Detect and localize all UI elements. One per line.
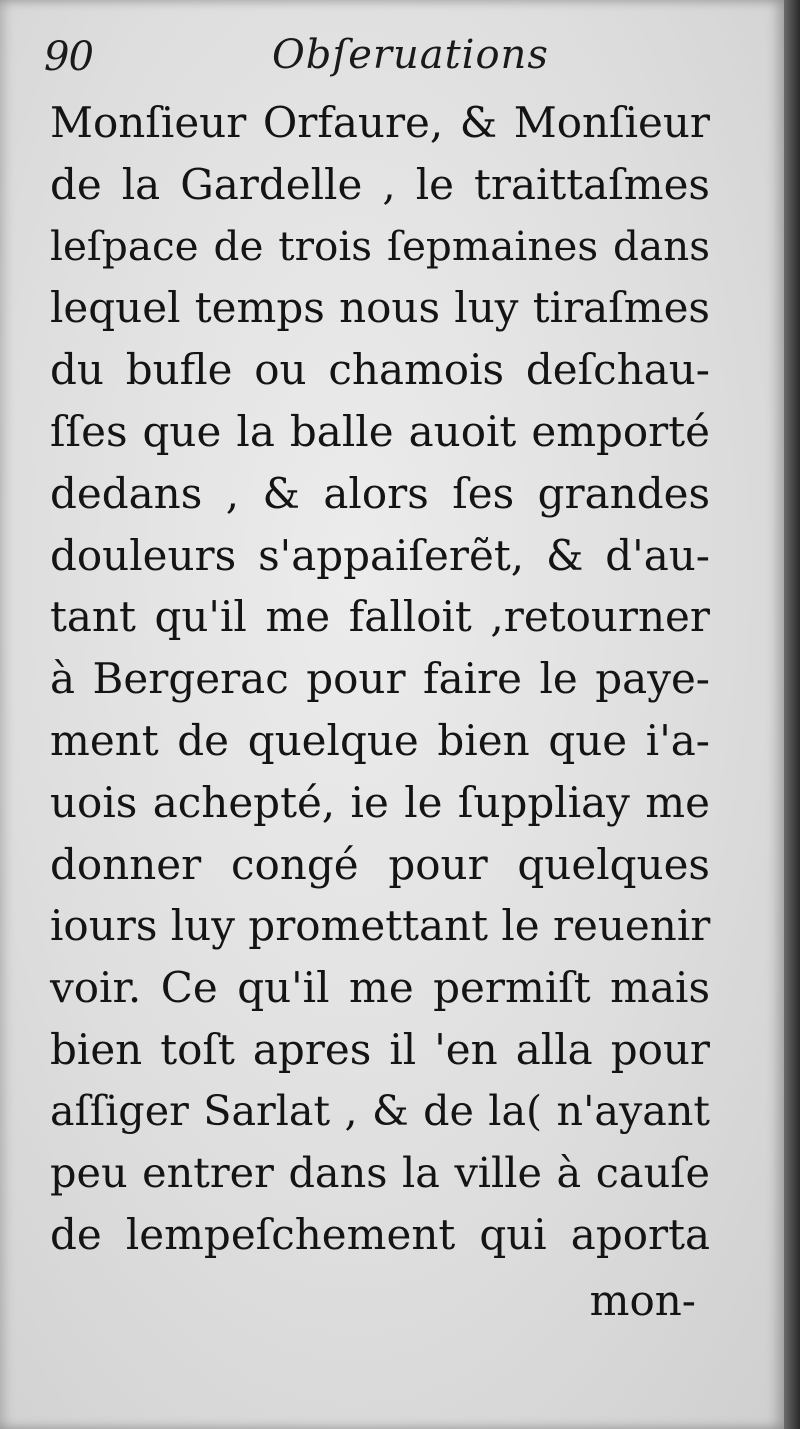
text-line: à Bergerac pour faire le paye- [50,654,710,704]
text-line: du bufle ou chamois deſchau- [50,345,710,395]
page-number: 90 [44,34,93,80]
text-line: iours luy promettant le reuenir [50,901,711,951]
running-head: Obſeruations [272,32,549,78]
text-line: Monſieur Orfaure, & Monſieur [50,98,710,147]
body-text [50,92,710,1266]
text-line: bien toſt apres il 'en alla pour [50,1024,710,1074]
page-gutter [784,0,800,1429]
text-line: uois achepté, ie le ſuppliay me [50,777,710,827]
text-line: leſpace de trois ſepmaines dans [50,221,710,270]
text-line: aſſiger Sarlat , & de la( n'ayant [50,1086,710,1135]
text-line: ſſes que la balle auoit emporté [50,406,710,456]
catchword: mon- [589,1276,696,1325]
text-line: douleurs s'appaiſerẽt, & d'au- [50,530,710,580]
text-line: ment de quelque bien que i'a- [50,715,710,765]
text-line: tant qu'il me falloit ,retourner [50,592,710,642]
text-line: peu entrer dans la ville à cauſe [50,1148,710,1197]
page-header [44,28,724,88]
text-line: dedans , & alors ſes grandes [50,468,710,518]
text-line: de la Gardelle , le traittaſmes [50,159,710,209]
text-line: donner congé pour quelques [50,839,710,889]
text-line: voir. Ce qu'il me permiſt mais [50,963,710,1013]
text-line: de lempeſchement qui aporta [50,1210,710,1260]
text-line: lequel temps nous luy tiraſmes [50,283,710,333]
